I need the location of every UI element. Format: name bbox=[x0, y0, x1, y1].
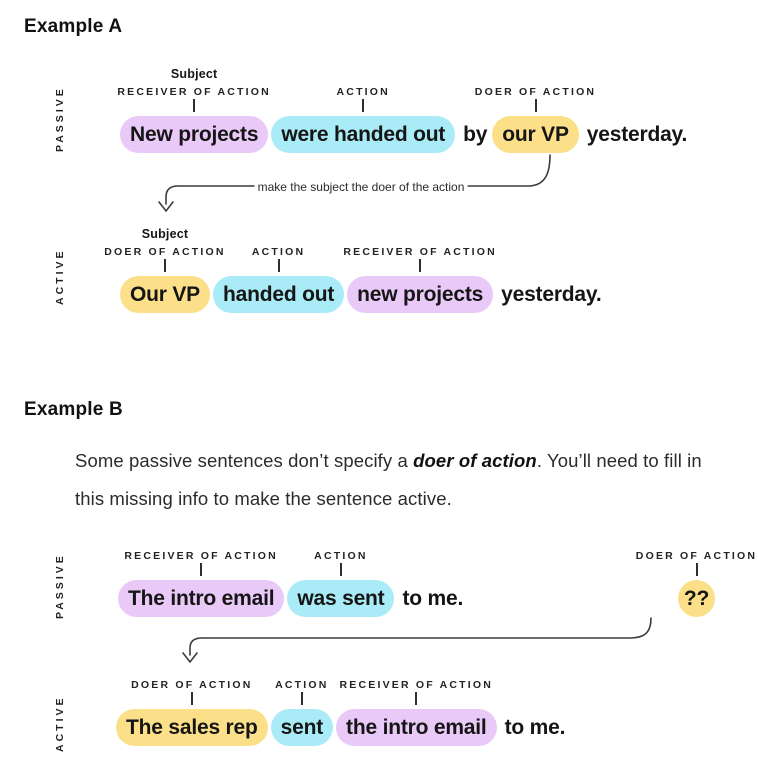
plain-word: to me. bbox=[402, 587, 464, 610]
subject-label: Subject bbox=[141, 227, 189, 241]
role-label: RECEIVER OF ACTION bbox=[124, 550, 278, 562]
transform-note: make the subject the doer of the action bbox=[255, 180, 468, 194]
highlight-receiver: The intro email bbox=[118, 580, 284, 617]
highlight-receiver: new projects bbox=[347, 276, 493, 313]
highlight-action: were handed out bbox=[271, 116, 455, 153]
highlight-action: sent bbox=[271, 709, 333, 746]
description-before: Some passive sentences don’t specify a bbox=[75, 450, 414, 471]
sentence-active-a bbox=[104, 227, 606, 313]
highlight-doer-unknown: ?? bbox=[678, 580, 715, 617]
tick-line bbox=[191, 692, 193, 705]
tick-line bbox=[419, 259, 421, 272]
example-a-title: Example A bbox=[24, 16, 123, 37]
chunk-doer bbox=[116, 679, 268, 746]
tick-line bbox=[278, 259, 280, 272]
sentence-active-b bbox=[116, 679, 570, 746]
plain-word: yesterday. bbox=[501, 283, 602, 306]
role-label: ACTION bbox=[336, 86, 390, 98]
arrowhead-a bbox=[159, 202, 173, 211]
role-label: DOER OF ACTION bbox=[104, 246, 226, 258]
tick-line bbox=[193, 99, 195, 112]
highlight-action: was sent bbox=[287, 580, 394, 617]
role-label: RECEIVER OF ACTION bbox=[343, 246, 497, 258]
tick-line bbox=[200, 563, 202, 576]
passive-voice-label-b: PASSIVE bbox=[54, 553, 66, 619]
plain-word: to me. bbox=[504, 716, 566, 739]
chunk-receiver bbox=[343, 246, 497, 313]
chunk-doer bbox=[104, 227, 226, 313]
example-b-title: Example B bbox=[24, 399, 123, 420]
arrowhead-b bbox=[183, 653, 197, 662]
role-label: DOER OF ACTION bbox=[131, 679, 253, 691]
active-voice-label-b: ACTIVE bbox=[54, 695, 66, 753]
tick-line bbox=[415, 692, 417, 705]
passive-voice-label-a: PASSIVE bbox=[54, 86, 66, 152]
role-label: DOER OF ACTION bbox=[635, 550, 758, 562]
highlight-doer: our VP bbox=[492, 116, 578, 153]
highlight-doer: Our VP bbox=[120, 276, 210, 313]
chunk-action bbox=[271, 86, 455, 153]
tick-line bbox=[362, 99, 364, 112]
tick-line bbox=[164, 259, 166, 272]
plain-word: yesterday. bbox=[586, 123, 688, 146]
role-label: ACTION bbox=[251, 246, 306, 258]
highlight-receiver: the intro email bbox=[336, 709, 497, 746]
description-after: . You’ll need to fill in this missing info to make the sentence active. bbox=[75, 450, 702, 509]
chunk-receiver bbox=[117, 67, 271, 153]
chunk-action bbox=[271, 679, 333, 746]
arrow-passive-to-active-b bbox=[190, 618, 651, 655]
sentence-passive-b bbox=[118, 550, 758, 617]
chunk-action bbox=[213, 246, 344, 313]
sentence-passive-a bbox=[117, 67, 692, 153]
role-label: ACTION bbox=[275, 679, 329, 691]
description-emphasis: doer of action bbox=[413, 450, 537, 471]
tick-line bbox=[340, 563, 342, 576]
tick-line bbox=[535, 99, 537, 112]
role-label: RECEIVER OF ACTION bbox=[117, 86, 271, 98]
subject-label: Subject bbox=[170, 67, 218, 81]
role-label: ACTION bbox=[314, 550, 368, 562]
tick-line bbox=[696, 563, 698, 576]
highlight-doer: The sales rep bbox=[116, 709, 268, 746]
chunk-doer-unknown bbox=[635, 550, 758, 617]
tick-line bbox=[301, 692, 303, 705]
plain-word: by bbox=[463, 123, 488, 146]
example-b-description bbox=[75, 442, 725, 518]
highlight-receiver: New projects bbox=[120, 116, 268, 153]
chunk-action bbox=[287, 550, 394, 617]
role-label: DOER OF ACTION bbox=[474, 86, 597, 98]
active-voice-label-a: ACTIVE bbox=[54, 248, 66, 306]
chunk-receiver bbox=[336, 679, 497, 746]
highlight-action: handed out bbox=[213, 276, 344, 313]
role-label: RECEIVER OF ACTION bbox=[339, 679, 494, 691]
chunk-receiver bbox=[118, 550, 284, 617]
